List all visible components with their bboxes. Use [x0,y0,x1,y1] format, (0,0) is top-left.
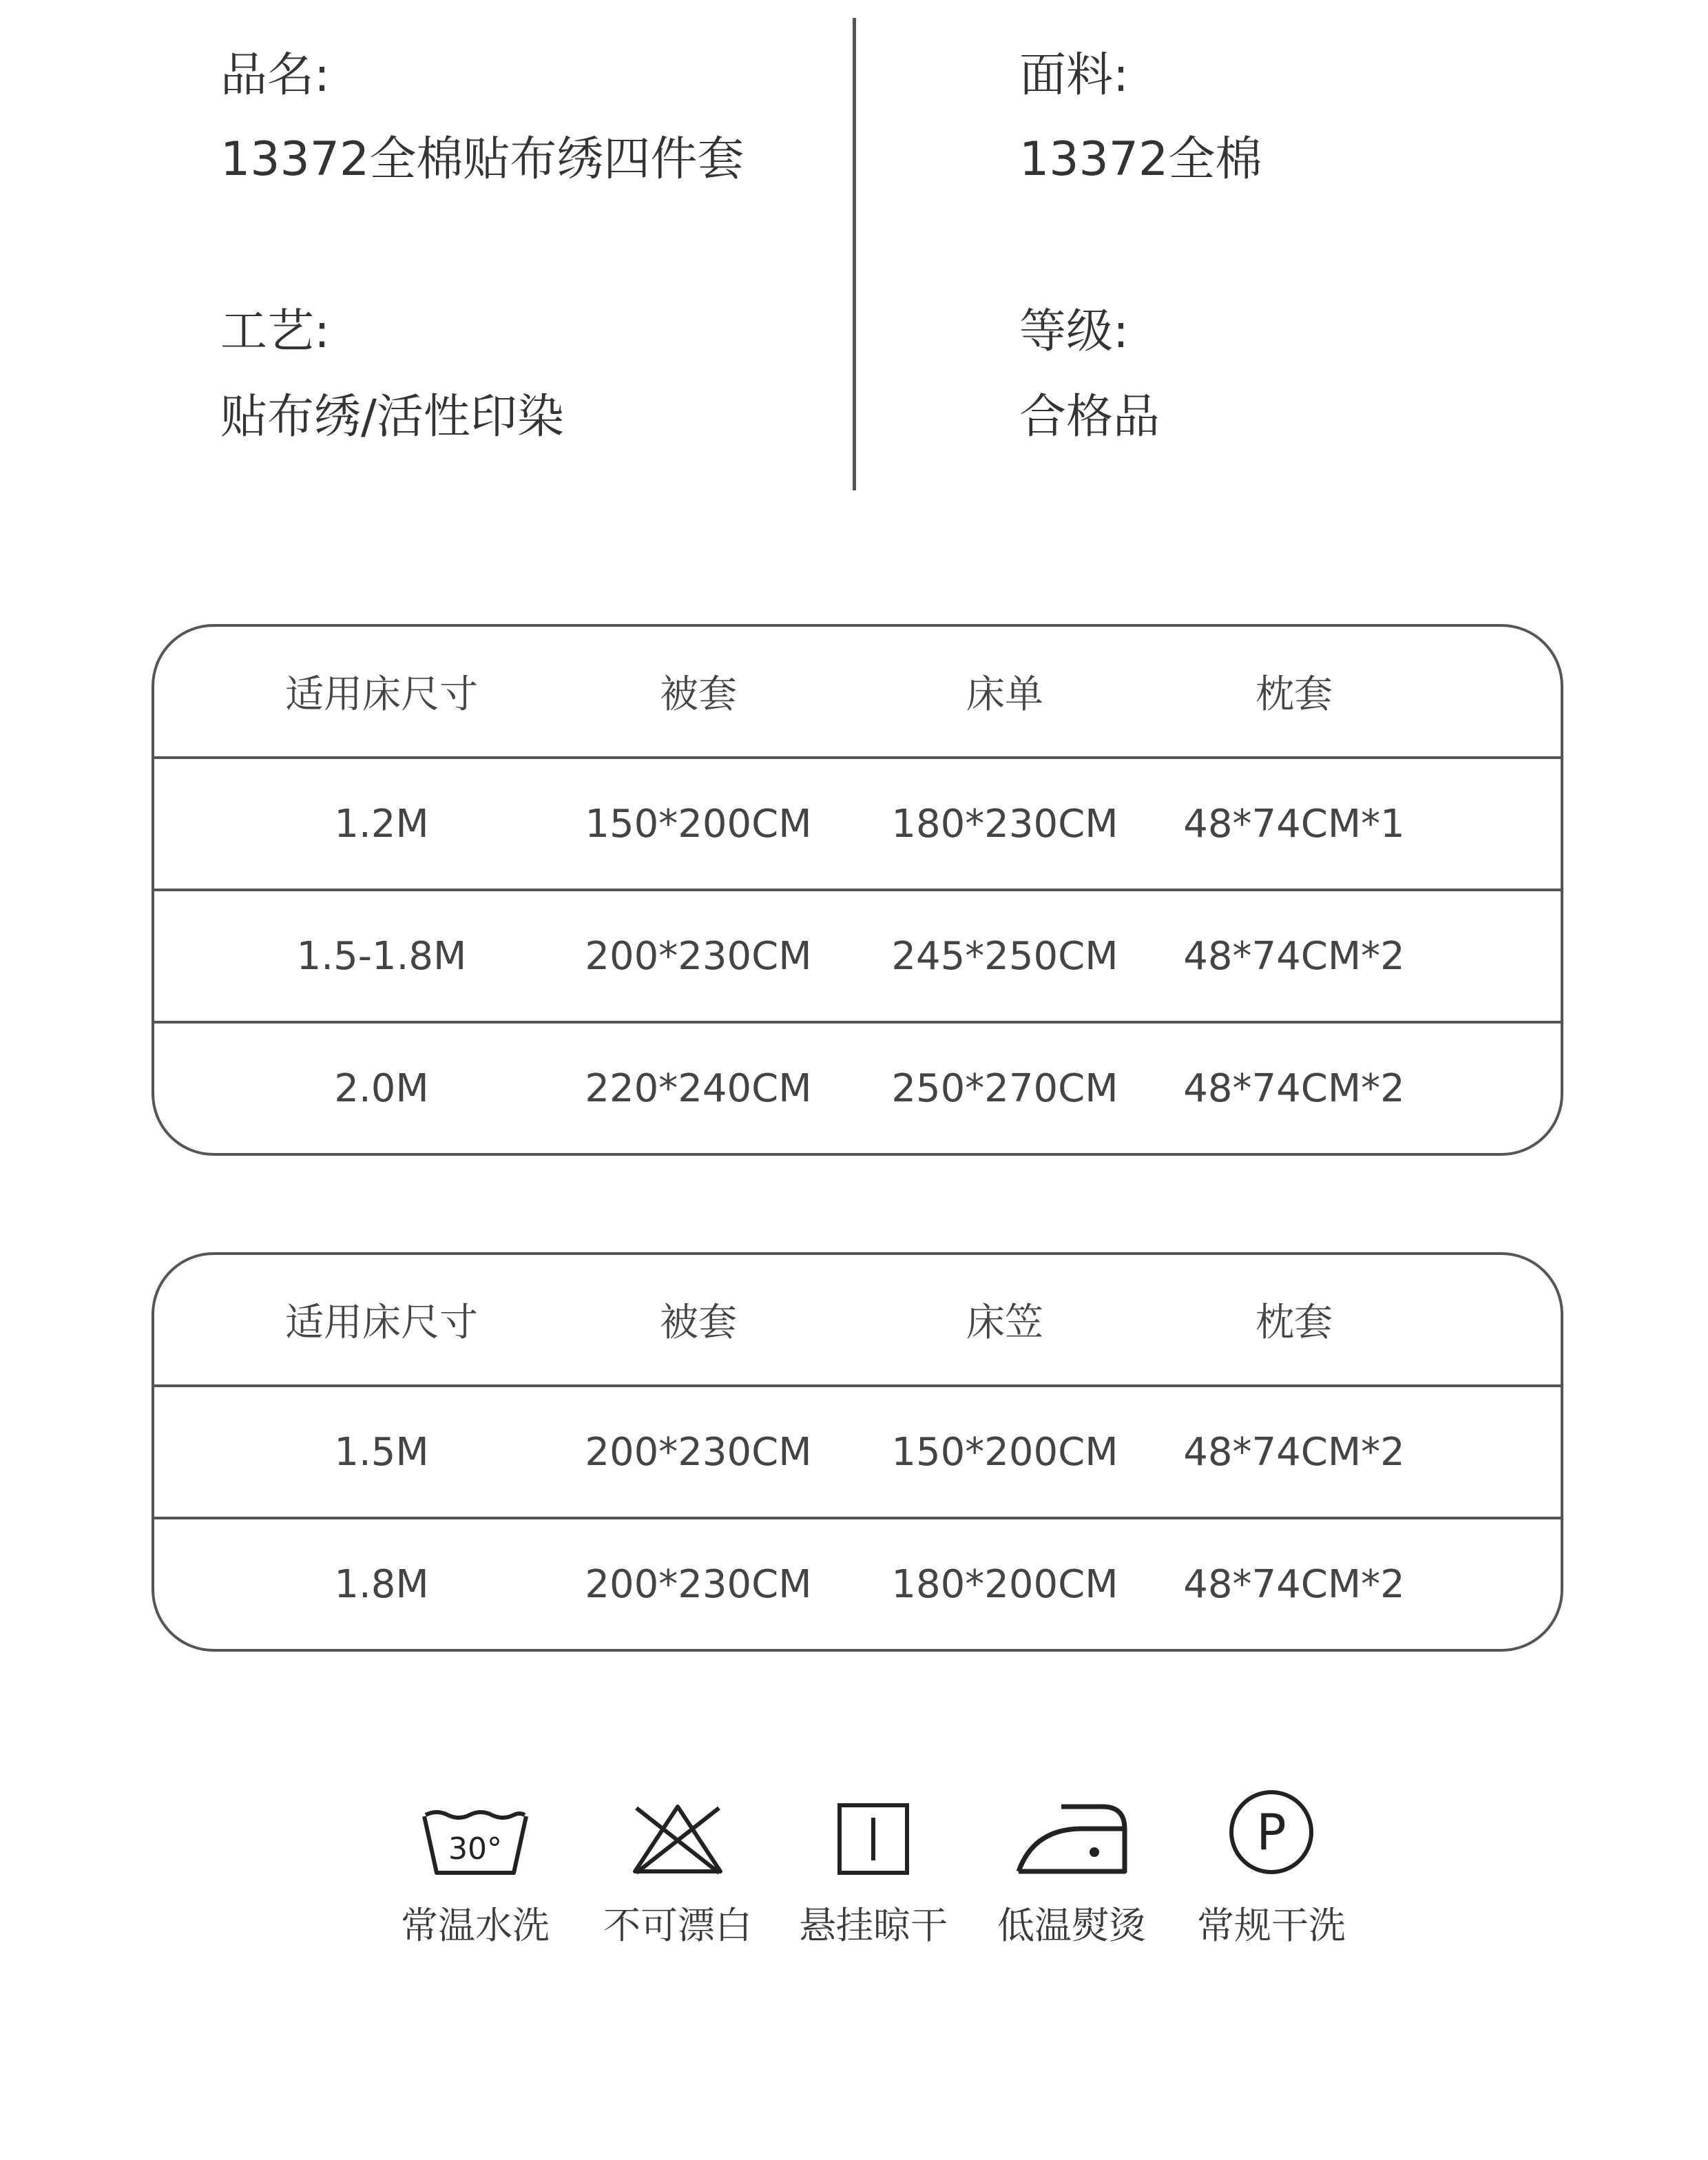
low-iron-icon [975,1787,1168,1877]
table-cell: 200*230CM [585,1561,812,1607]
table-cell: 220*240CM [585,1066,812,1111]
table-cell: 48*74CM*2 [1183,1066,1405,1111]
table-cell: 2.0M [334,1066,429,1111]
table-cell: 48*74CM*2 [1183,1429,1405,1475]
header-cell: 被套 [660,1300,737,1345]
table-header-row [154,627,1561,756]
header-cell: 床单 [966,672,1043,717]
header-cell: 枕套 [1256,1300,1333,1345]
care-item-dry-clean [1175,1787,1368,1949]
table-row [154,756,1561,889]
table-cell: 180*230CM [891,801,1118,847]
table-cell: 48*74CM*1 [1183,801,1405,847]
table-cell: 1.2M [334,801,429,847]
care-item-wash [379,1787,572,1949]
table-row [154,1384,1561,1517]
fabric-label: 面料: [1019,48,1129,103]
header-cell: 床笠 [966,1300,1043,1345]
care-label: 低温熨烫 [997,1904,1146,1947]
header-cell: 被套 [660,672,737,717]
table-cell: 150*200CM [585,801,812,847]
dry-clean-p-icon [1175,1787,1368,1877]
care-item-hang-dry [777,1787,970,1949]
care-item-no-bleach [581,1787,774,1949]
table-cell: 48*74CM*2 [1183,933,1405,979]
table-cell: 200*230CM [585,1429,812,1475]
hang-dry-icon [777,1787,970,1877]
table-header-row [154,1255,1561,1384]
fabric-value: 13372全棉 [1019,132,1262,187]
care-label: 悬挂晾干 [799,1904,948,1947]
size-table-sheet [152,624,1563,1156]
table-cell: 1.8M [334,1561,429,1607]
care-item-iron [975,1787,1168,1949]
wash-30-icon [379,1787,572,1877]
name-label: 品名: [220,48,330,103]
table-cell: 180*200CM [891,1561,1118,1607]
wash-temp-text: 30° [448,1831,502,1867]
table-cell: 48*74CM*2 [1183,1561,1405,1607]
no-bleach-icon [581,1787,774,1877]
care-label: 不可漂白 [603,1904,752,1947]
spec-divider [853,18,856,490]
size-table-fitted [152,1252,1563,1652]
table-row [154,1021,1561,1153]
header-cell: 枕套 [1256,672,1333,717]
grade-label: 等级: [1019,304,1129,359]
table-cell: 1.5-1.8M [296,933,467,979]
dry-clean-letter: P [1256,1803,1287,1861]
table-cell: 200*230CM [585,933,812,979]
craft-label: 工艺: [220,304,330,359]
table-cell: 1.5M [334,1429,429,1475]
table-cell: 250*270CM [891,1066,1118,1111]
table-row [154,889,1561,1021]
table-cell: 150*200CM [891,1429,1118,1475]
table-cell: 245*250CM [891,933,1118,979]
care-label: 常规干洗 [1197,1904,1346,1947]
header-cell: 适用床尺寸 [285,672,478,717]
header-cell: 适用床尺寸 [285,1300,478,1345]
name-value: 13372全棉贴布绣四件套 [220,132,744,187]
table-row [154,1517,1561,1649]
care-label: 常温水洗 [401,1904,550,1947]
grade-value: 合格品 [1019,390,1160,444]
craft-value: 贴布绣/活性印染 [220,390,564,444]
